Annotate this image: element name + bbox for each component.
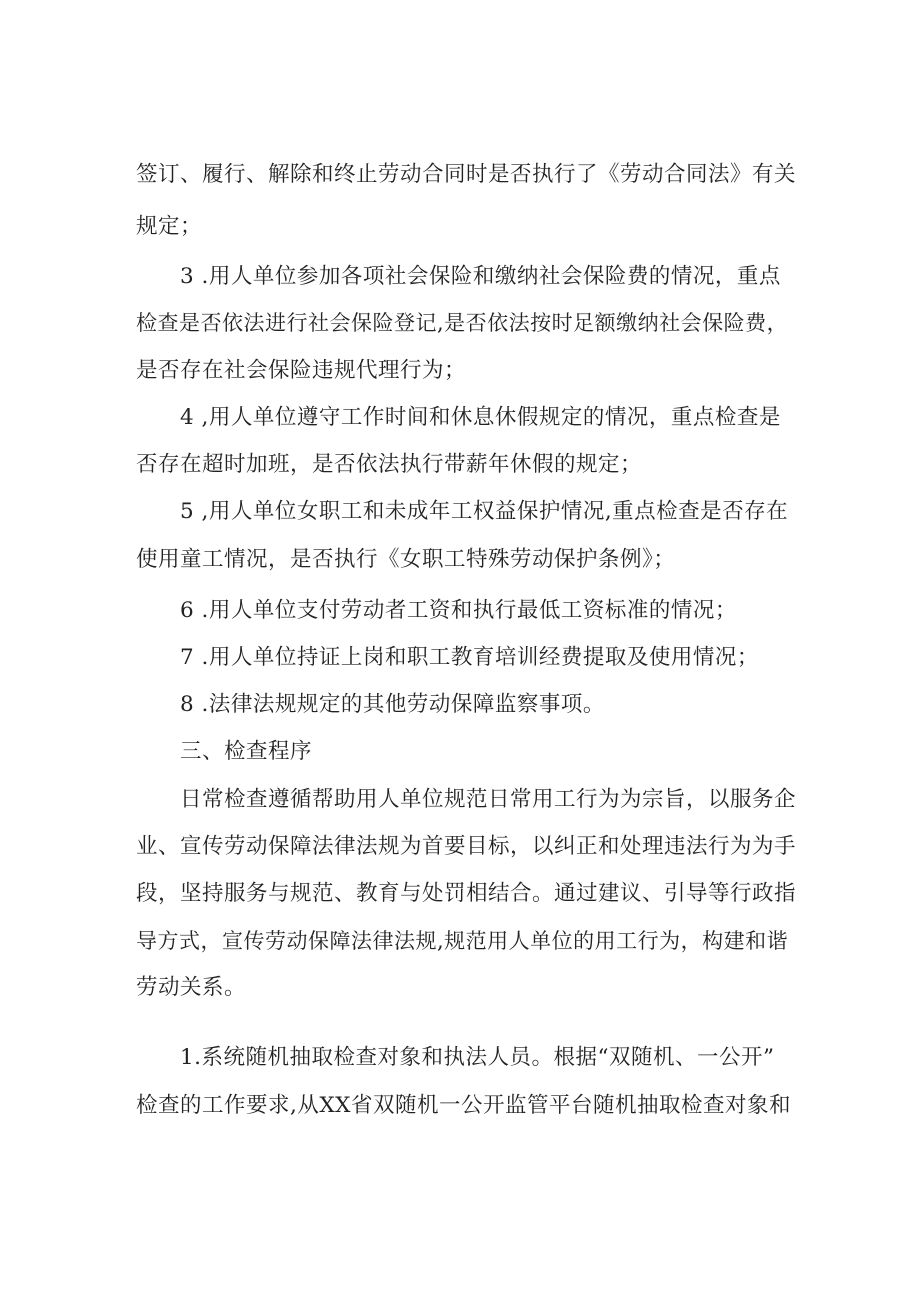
text-line: 劳动关系。 — [136, 975, 247, 1000]
text-line: 段，坚持服务与规范、教育与处罚相结合。通过建议、引导等行政指 — [136, 881, 797, 906]
text-line: 导方式，宣传劳动保障法律法规,规范用人单位的用工行为，构建和谐 — [136, 929, 789, 953]
text-line: 使用童工情况，是否执行《女职工特殊劳动保护条例》； — [136, 547, 676, 572]
text-line: 3 .用人单位参加各项社会保险和缴纳社会保险费的情况，重点 — [180, 264, 781, 289]
text-line: 7 .用人单位持证上岗和职工教育培训经费提取及使用情况； — [180, 645, 759, 670]
text-line: 5 ,用人单位女职工和未成年工权益保护情况,重点检查是否存在 — [180, 499, 789, 524]
text-line: 规定； — [136, 214, 203, 239]
text-line: 否存在超时加班，是否依法执行带薪年休假的规定； — [136, 452, 643, 477]
text-line: 检查的工作要求,从XX省双随机一公开监管平台随机抽取检查对象和 — [136, 1093, 791, 1118]
text-line: 日常检查遵循帮助用人单位规范日常用工行为为宗旨，以服务企 — [180, 787, 797, 812]
text-line: 签订、履行、解除和终止劳动合同时是否执行了《劳动合同法》有关 — [136, 162, 797, 187]
text-line: 6 .用人单位支付劳动者工资和执行最低工资标准的情况； — [180, 598, 737, 623]
text-line: 检查是否依法进行社会保险登记,是否依法按时足额缴纳社会保险费， — [136, 311, 789, 335]
text-line: 8 .法律法规规定的其他劳动保障监察事项。 — [180, 692, 605, 717]
text-line: 是否存在社会保险违规代理行为； — [136, 358, 467, 383]
text-line: 1.系统随机抽取检查对象和执法人员。根据“双随机、一公开” — [180, 1045, 775, 1070]
text-line: 4 ,用人单位遵守工作时间和休息休假规定的情况，重点检查是 — [180, 405, 781, 430]
section-heading: 三、检查程序 — [180, 739, 313, 764]
text-line: 业、宣传劳动保障法律法规为首要目标，以纠正和处理违法行为为手 — [136, 834, 797, 859]
